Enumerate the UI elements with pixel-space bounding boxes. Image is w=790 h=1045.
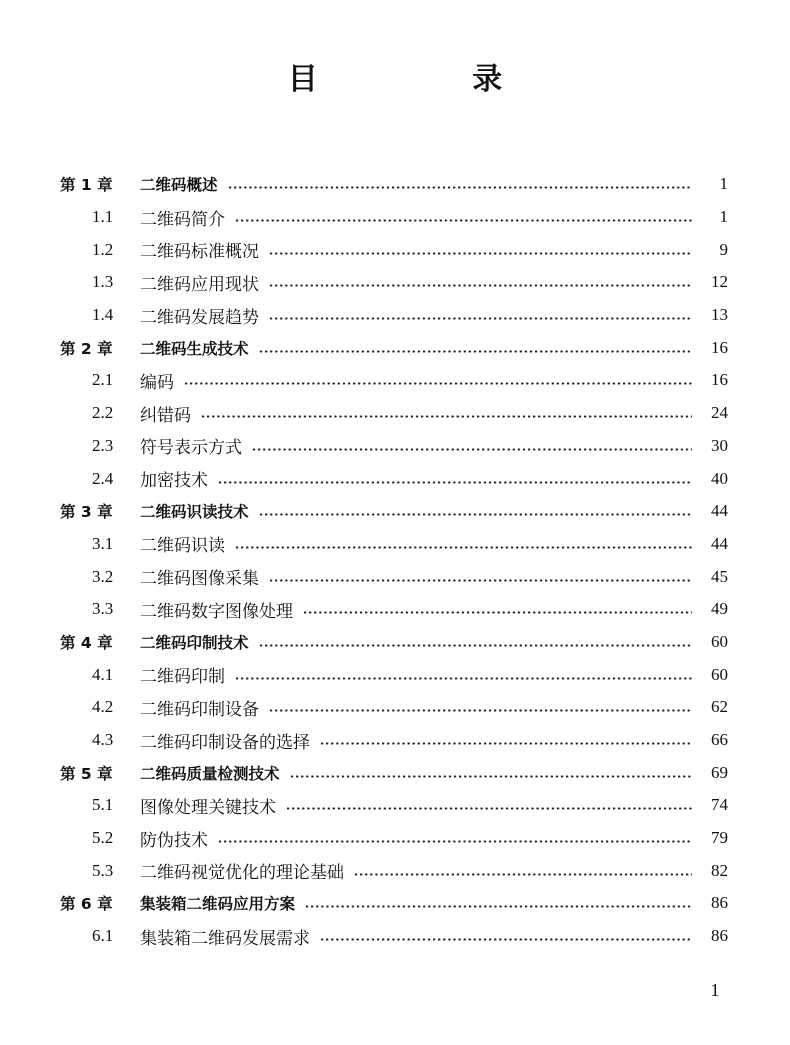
dot-leader <box>184 382 692 385</box>
dot-leader <box>235 546 692 549</box>
toc-chapter-entry <box>0 168 790 201</box>
entry-page-number: 12 <box>711 272 728 292</box>
entry-page-number: 40 <box>711 468 728 488</box>
entry-title: 二维码标准概况 <box>140 242 259 263</box>
entry-page-number: 74 <box>711 795 728 815</box>
entry-page-number: 9 <box>719 239 728 259</box>
entry-number: 3.2 <box>92 566 114 586</box>
dot-leader <box>259 644 692 647</box>
entry-page-number: 16 <box>711 370 728 390</box>
page-number: 1 <box>710 980 720 1000</box>
entry-title: 纠错码 <box>140 405 191 426</box>
entry-title: 图像处理关键技术 <box>140 797 276 818</box>
toc-chapter-entry <box>0 626 790 659</box>
dot-leader <box>269 709 692 712</box>
entry-page-number: 44 <box>711 533 728 553</box>
entry-number: 第 6 章 <box>60 895 113 914</box>
entry-title: 二维码印制设备 <box>140 699 259 720</box>
entry-number: 3.3 <box>92 599 114 619</box>
entry-title: 集装箱二维码发展需求 <box>140 928 310 949</box>
entry-title: 二维码图像采集 <box>140 569 259 590</box>
toc-section-entry <box>0 854 790 887</box>
entry-title: 二维码识读技术 <box>140 503 249 522</box>
entry-title: 二维码印制技术 <box>140 633 249 652</box>
toc-section-entry <box>0 233 790 266</box>
toc-section-entry <box>0 789 790 822</box>
toc-section-entry <box>0 266 790 299</box>
entry-title: 符号表示方式 <box>140 438 242 459</box>
toc-section-entry <box>0 560 790 593</box>
entry-page-number: 60 <box>711 631 728 651</box>
entry-title: 二维码识读 <box>140 536 225 557</box>
entry-number: 5.1 <box>92 795 114 815</box>
entry-title: 二维码视觉优化的理论基础 <box>140 863 344 884</box>
toc-section-entry <box>0 364 790 397</box>
entry-page-number: 1 <box>719 207 728 227</box>
dot-leader <box>320 938 692 941</box>
entry-title: 二维码发展趋势 <box>140 307 259 328</box>
entry-title: 二维码应用现状 <box>140 274 259 295</box>
entry-number: 1.3 <box>92 272 114 292</box>
dot-leader <box>269 284 692 287</box>
entry-number: 第 5 章 <box>60 764 113 783</box>
toc-section-entry <box>0 299 790 332</box>
entry-title: 二维码概述 <box>140 176 218 195</box>
toc-section-entry <box>0 430 790 463</box>
entry-page-number: 16 <box>711 337 728 357</box>
entry-page-number: 1 <box>719 174 728 194</box>
dot-leader <box>286 807 692 810</box>
entry-title: 二维码简介 <box>140 209 225 230</box>
entry-number: 6.1 <box>92 926 114 946</box>
dot-leader <box>259 350 692 353</box>
entry-page-number: 13 <box>711 305 728 325</box>
toc-section-entry <box>0 822 790 855</box>
entry-page-number: 82 <box>711 860 728 880</box>
dot-leader <box>235 677 692 680</box>
entry-number: 2.3 <box>92 435 114 455</box>
page-title: 目 录 <box>287 62 575 97</box>
entry-number: 5.3 <box>92 860 114 880</box>
entry-number: 4.2 <box>92 697 114 717</box>
entry-title: 防伪技术 <box>140 830 208 851</box>
entry-number: 2.1 <box>92 370 114 390</box>
entry-title: 编码 <box>140 372 174 393</box>
entry-number: 第 1 章 <box>60 176 113 195</box>
dot-leader <box>305 905 692 908</box>
entry-page-number: 24 <box>711 403 728 423</box>
toc-section-entry <box>0 528 790 561</box>
dot-leader <box>252 448 692 451</box>
entry-title: 集装箱二维码应用方案 <box>140 895 296 914</box>
toc-section-entry <box>0 658 790 691</box>
entry-number: 4.3 <box>92 730 114 750</box>
toc-chapter-entry <box>0 756 790 789</box>
entry-page-number: 86 <box>711 893 728 913</box>
toc-section-entry <box>0 201 790 234</box>
entry-title: 二维码质量检测技术 <box>140 764 280 783</box>
toc-section-entry <box>0 593 790 626</box>
entry-title: 加密技术 <box>140 471 208 492</box>
entry-title: 二维码印制设备的选择 <box>140 732 310 753</box>
entry-page-number: 30 <box>711 435 728 455</box>
toc-chapter-entry <box>0 887 790 920</box>
dot-leader <box>354 873 692 876</box>
dot-leader <box>269 252 692 255</box>
dot-leader <box>320 742 692 745</box>
dot-leader <box>235 219 692 222</box>
entry-title: 二维码数字图像处理 <box>140 601 293 622</box>
toc-section-entry <box>0 920 790 953</box>
toc-section-entry <box>0 462 790 495</box>
toc-section-entry <box>0 724 790 757</box>
entry-page-number: 45 <box>711 566 728 586</box>
entry-number: 5.2 <box>92 828 114 848</box>
table-of-contents <box>0 168 790 953</box>
entry-number: 第 2 章 <box>60 339 113 358</box>
entry-title: 二维码生成技术 <box>140 339 249 358</box>
entry-number: 第 4 章 <box>60 633 113 652</box>
entry-page-number: 62 <box>711 697 728 717</box>
entry-page-number: 44 <box>711 501 728 521</box>
entry-number: 1.2 <box>92 239 114 259</box>
dot-leader <box>303 611 692 614</box>
dot-leader <box>269 317 692 320</box>
entry-page-number: 60 <box>711 664 728 684</box>
entry-number: 1.1 <box>92 207 114 227</box>
entry-number: 第 3 章 <box>60 503 113 522</box>
entry-number: 3.1 <box>92 533 114 553</box>
entry-page-number: 66 <box>711 730 728 750</box>
dot-leader <box>228 186 692 189</box>
entry-number: 2.4 <box>92 468 114 488</box>
toc-section-entry <box>0 397 790 430</box>
entry-number: 1.4 <box>92 305 114 325</box>
entry-page-number: 86 <box>711 926 728 946</box>
dot-leader <box>201 415 692 418</box>
entry-page-number: 49 <box>711 599 728 619</box>
toc-chapter-entry <box>0 495 790 528</box>
entry-title: 二维码印制 <box>140 667 225 688</box>
toc-section-entry <box>0 691 790 724</box>
dot-leader <box>290 775 692 778</box>
dot-leader <box>218 840 692 843</box>
dot-leader <box>259 513 692 516</box>
dot-leader <box>269 579 692 582</box>
dot-leader <box>218 481 692 484</box>
toc-chapter-entry <box>0 331 790 364</box>
entry-number: 2.2 <box>92 403 114 423</box>
entry-page-number: 69 <box>711 762 728 782</box>
entry-page-number: 79 <box>711 828 728 848</box>
entry-number: 4.1 <box>92 664 114 684</box>
